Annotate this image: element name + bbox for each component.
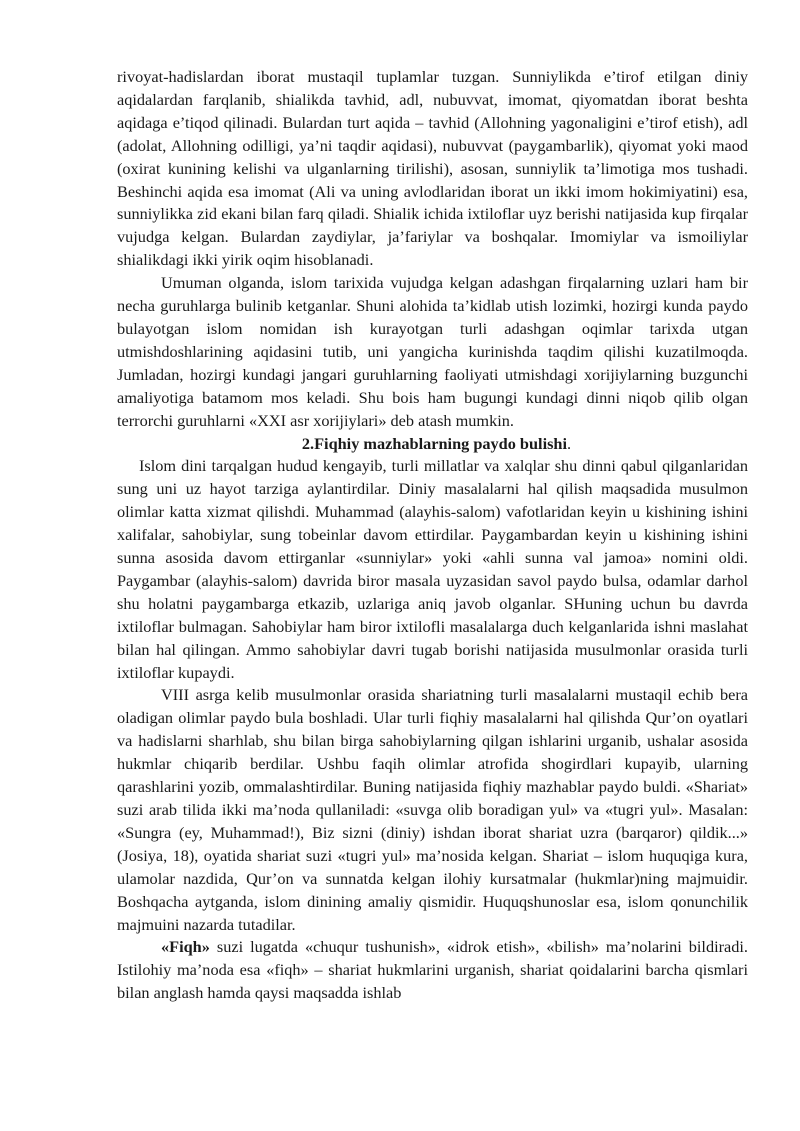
fiqh-term: «Fiqh»: [161, 937, 210, 957]
section-heading-punct: .: [567, 433, 572, 453]
paragraph-misguided-sects: Umuman olganda, islom tarixida vujudga kelgan adashgan firqalarning uzlari ham bir necha guruhlarga bulinib ketganlar. Shuni alohida ta’kidlab utish lozimki, hozirgi kunda paydo bulayotgan islom nomidan ish kurayotgan turli adashgan oqimlar tarixda utgan utmishdoshlarining aqidasini tutib, uni yangicha kurinishda taqdim qilishi kuzatilmoqda. Jumladan, hozirgi kundagi jangari guruhlarning faoliyati utmishdagi xorijiylarning buzgunchi amaliyotiga batamom mos keladi. Shu bois ham bugungi kundagi dinni niqob qilib olgan terrorchi guruhlarni «XXI asr xorijiylari» deb atash mumkin.: [117, 273, 748, 430]
section-heading-text: 2.Fiqhiy mazhablarning paydo bulishi: [301, 433, 568, 453]
paragraph-shia-doctrines: rivoyat-hadislardan iborat mustaqil tuplamlar tuzgan. Sunniylikda e’tirof etilgan diniy aqidalardan farqlanib, shialikda tavhid, adl, nubuvvat, imomat, qiyomatdan iborat beshta aqidaga e’tiqod qilinadi. Bulardan turt aqida – tavhid (Allohning yagonaligini e’tirof etish), adl (adolat, Allohning odilligi, ya’ni taqdir aqidasi), nubuvvat (paygambarlik), qiyomat yoki maod (oxirat kunining kelishi va ulganlarning tirilishi), asosan, sunniylik ta’limotiga mos tushadi. Beshinchi aqida esa imomat (Ali va uning avlodlaridan iborat un ikki imom hokimiyatini) esa, sunniylikka zid ekani bilan farq qiladi. Shialik ichida ixtiloflar uyz berishi natijasida kup firqalar vujudga kelgan. Bulardan zaydiylar, ja’fariylar va boshqalar. Imomiylar va ismoiliylar shialikdagi ikki yirik oqim hisoblanadi.: [117, 67, 748, 270]
paragraph-fiqh-definition: [117, 936, 748, 1005]
paragraph-spread-of-islam: Islom dini tarqalgan hudud kengayib, turli millatlar va xalqlar shu dinni qabul qilganlaridan sung uni uz hayot tarziga aylantirdilar. Diniy masalalarni hal qilish maqsadida musulmon olimlar katta xizmat qilishdi. Muhammad (alayhis-salom) vafotlaridan keyin u kishining ishini xalifalar, sahobiylar, sung tobeinlar davom ettirdilar. Paygambardan keyin u kishining ishini sunna asosida davom ettirganlar «sunniylar» yoki «ahli sunna val jamoa» nomini oldi. Paygambar (alayhis-salom) davrida biror masala uyzasidan savol paydo bulsa, odamlar darhol shu holatni paygambarga etkazib, uzlariga aniq javob olganlar. SHuning uchun bu davrda ixtiloflar bulmagan. Sahobiylar ham biror ixtilofli masalalarga duch kelganlarida ishni maslahat bilan hal qilingan. Ammo sahobiylar davri tugab borishi natijasida musulmonlar orasida turli ixtiloflar kupaydi.: [117, 456, 748, 682]
fiqh-definition-text: suzi lugatda «chuqur tushunish», «idrok etish», «bilish» ma’nolarini bildiradi. Istilohiy ma’noda esa «fiqh» – shariat hukmlarini urganish, shariat qoidalarini barcha qismlari bilan anglash hamda qaysi maqsadda ishlab: [117, 937, 748, 1003]
section-heading: [117, 433, 748, 456]
paragraph-fiqh-schools: VIII asrga kelib musulmonlar orasida shariatning turli masalalarni mustaqil echib bera oladigan olimlar paydo bula boshladi. Ular turli fiqhiy masalalarni hal qilishda Qur’on oyatlari va hadislarni sharhlab, shu bilan birga sahobiylarning qilgan ishlarini urganib, ushalar asosida hukmlar chiqarib berdilar. Ushbu faqih olimlar atrofida shogirdlari kupayib, ularning qarashlarini yozib, ommalashtirdilar. Buning natijasida fiqhiy mazhablar paydo buldi. «Shariat» suzi arab tilida ikki ma’noda qullaniladi: «suvga olib boradigan yul» va «tugri yul». Masalan: «Sungra (ey, Muhammad!), Biz sizni (diniy) ishdan iborat shariat uzra (barqaror) qildik...» (Josiya, 18), oyatida shariat suzi «tugri yul» ma’nosida kelgan. Shariat – islom huquqiga kura, ulamolar nazdida, Qur’on va sunnatda kelgan ilohiy kursatmalar (hukmlar)ning majmuidir. Boshqacha aytganda, islom dinining amaliy qismidir. Huquqshunoslar esa, islom qonunchilik majmuini nazarda tutadilar.: [117, 685, 748, 934]
